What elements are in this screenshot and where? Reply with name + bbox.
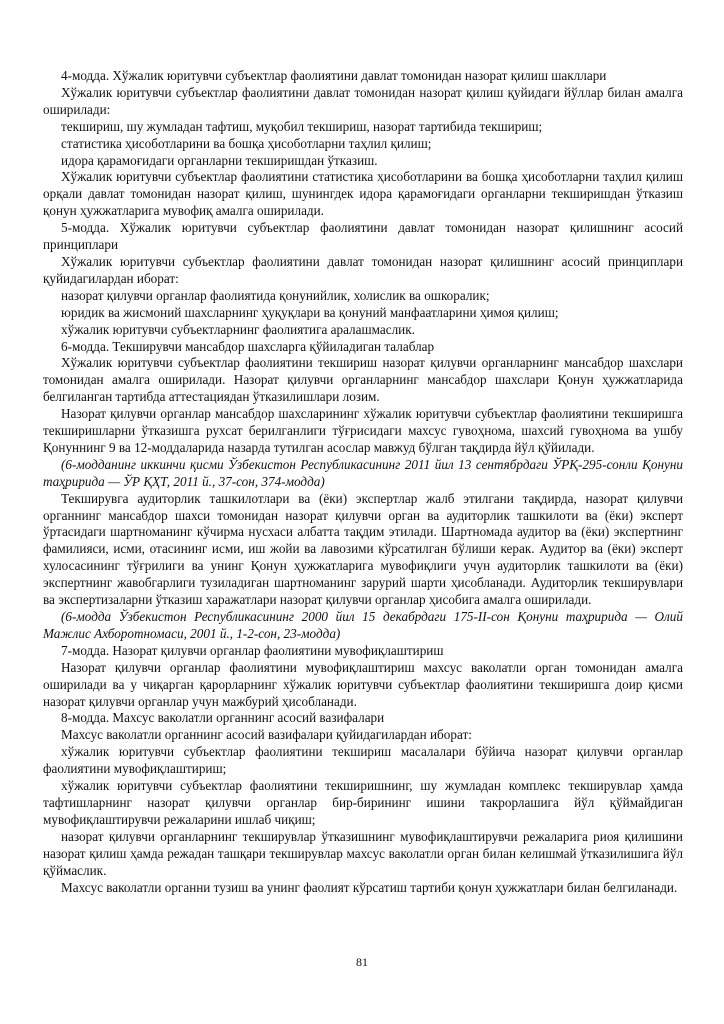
paragraph: Махсус ваколатли органнинг асосий вазифалари қуйидагилардан иборат: [61, 727, 472, 743]
paragraph: Назорат қилувчи органлар мансабдор шахсларининг хўжалик юритувчи субъектлар фаолиятини текширишга текширишларни ўтказишга рухсат берилганлиги тўғрисидаги махсус гувоҳнома, шахсий гувоҳнома ва ушбу Қонуннинг 9 ва 12-моддаларида назарда тутилган асослар мавжуд бўлган тақдирда йўл қўйилади. [43, 406, 683, 455]
article-6-heading: 6-модда. Текширувчи мансабдор шахсларга қўйиладиган талаблар [61, 338, 435, 354]
list-item: идора қарамоғидаги органларни текширишдан ўтказиш. [61, 152, 378, 168]
list-item: хўжалик юритувчи субъектлар фаолиятини текшириш масалалари бўйича назорат қилувчи органлар фаолиятини мувофиқлаштириш; [43, 744, 683, 777]
paragraph: Назорат қилувчи органлар фаолиятини мувофиқлаштириш махсус ваколатли орган томонидан амалга оширилади ва у чиқарган қарорларнинг хўжалик юритувчи субъектлар фаолиятини текширишга доир қисми назорат қилувчи органлар учун мажбурий ҳисобланади. [43, 659, 683, 709]
list-item: юридик ва жисмоний шахсларнинг ҳуқуқлари ва қонуний манфаатларини ҳимоя қилиш; [61, 304, 559, 320]
paragraph: Текширувга аудиторлик ташкилотлари ва (ёки) экспертлар жалб этилгани тақдирда, назорат қилувчи органнинг мансабдор шахси томонидан назорат қилувчи орган ва аудиторлик ташкилоти ва (ёки) эксперт ўртасидаги шартноманинг кўчирма нусхаси албатта тақдим этилади. Шартномада аудитор ва (ёки) экспертнинг фамилияси, исми, отасининг исми, иш жойи ва лавозими кўрсатилган бўлиши керак. Аудитор ва (ёки) эксперт хулосасининг тўғрилиги ва унинг Қонун ҳужжатларига мувофиқлиги учун аудиторлик ташкилоти ва (ёки) экспертнинг жавобгарлиги тузиладиган шартноманинг зарурий шарти ҳисобланади. Аудиторлик текширувлари ва экспертизаларни ўтказиш харажатлари назорат қилувчи органлар ҳисобига амалга оширилади. [43, 490, 683, 608]
paragraph: Хўжалик юритувчи субъектлар фаолиятини давлат томонидан назорат қилиш қуйидаги йўллар билан амалга оширилади: [43, 84, 683, 117]
paragraph: Хўжалик юритувчи субъектлар фаолиятини статистика ҳисоботларини ва бошқа ҳисоботларни таҳлил қилиш орқали давлат томонидан назорат қилиш, шунингдек идора қарамоғидаги органларни текширишдан ўтказиш қонун ҳужжатларига мувофиқ амалга оширилади. [43, 169, 683, 219]
paragraph: Махсус ваколатли органни тузиш ва унинг фаолият кўрсатиш тартиби қонун ҳужжатлари билан белгиланади. [61, 879, 678, 895]
list-item: назорат қилувчи органларнинг текширувлар ўтказишнинг мувофиқлаштирувчи режаларига риоя қилишини назорат қилиш ҳамда режадан ташқари текширувлар махсус ваколатли орган билан келишмай ўтказилишига йўл қўймаслик. [43, 828, 683, 878]
article-5-heading: 5-модда. Хўжалик юритувчи субъектлар фаолиятини давлат томонидан назорат қилишнинг асосий принциплари [43, 220, 683, 253]
list-item: хўжалик юритувчи субъектларнинг фаолиятига аралашмаслик. [61, 321, 415, 337]
paragraph: Хўжалик юритувчи субъектлар фаолиятини давлат томонидан назорат қилишнинг асосий принциплари қуйидагилардан иборат: [43, 253, 683, 286]
page-number: 81 [356, 955, 368, 969]
list-item: текшириш, шу жумладан тафтиш, муқобил текшириш, назорат тартибида текшириш; [61, 118, 543, 134]
list-item: хўжалик юритувчи субъектлар фаолиятини текширишнинг, шу жумладан комплекс текширувлар ҳамда тафтишларнинг назорат қилувчи органлар бир-бирининг ишини такрорлашига йўл қўймайдиган мувофиқлаштирувчи режаларини ишлаб чиқиш; [43, 778, 683, 827]
amendment-note: (6-модданинг иккинчи қисми Ўзбекистон Республикасининг 2011 йил 13 сентябрдаги ЎРҚ-295-сонли Қонуни таҳририда — ЎР ҚҲТ, 2011 й., 37-сон, 374-модда) [43, 456, 683, 489]
article-4-heading: 4-модда. Хўжалик юритувчи субъектлар фаолиятини давлат томонидан назорат қилиш шакллари [61, 68, 607, 83]
document-page [43, 68, 683, 896]
list-item: статистика ҳисоботларини ва бошқа ҳисоботларни таҳлил қилиш; [61, 135, 432, 151]
article-8-heading: 8-модда. Махсус ваколатли органнинг асосий вазифалари [61, 710, 385, 726]
paragraph: Хўжалик юритувчи субъектлар фаолиятини текшириш назорат қилувчи органларнинг мансабдор шахслари томонидан амалга оширилади. Назорат қилувчи органларнинг мансабдор шахслари Қонун ҳужжатларида белгиланган тартибда аттестациядан ўтказилишлари лозим. [43, 355, 683, 405]
article-7-heading: 7-модда. Назорат қилувчи органлар фаолиятини мувофиқлаштириш [61, 642, 444, 658]
list-item: назорат қилувчи органлар фаолиятида қонунийлик, холислик ва ошкоралик; [61, 287, 490, 303]
amendment-note: (6-модда Ўзбекистон Республикасининг 2000 йил 15 декабрдаги 175-II-сон Қонуни таҳририда — Олий Мажлис Ахборотномаси, 2001 й., 1-2-сон, 23-модда) [43, 609, 683, 641]
